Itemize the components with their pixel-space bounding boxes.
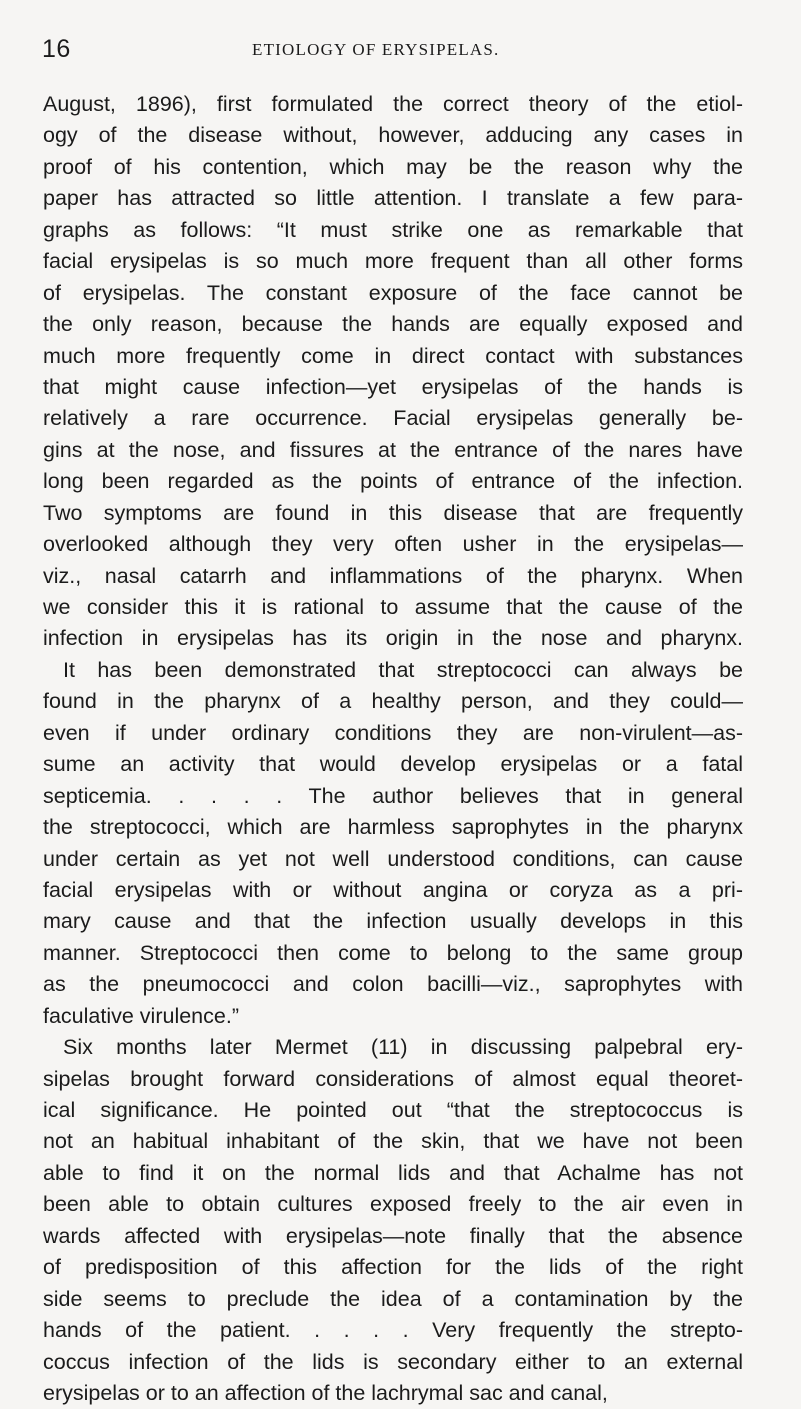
text-line: ogy of the disease without, however, adducing any cases in — [43, 123, 743, 148]
text-line: of predisposition of this affection for the lids of the right — [43, 1255, 743, 1280]
running-title: ETIOLOGY OF ERYSIPELAS. — [252, 40, 500, 59]
text-line: been able to obtain cultures exposed freely to the air even in — [43, 1192, 743, 1217]
running-head — [42, 34, 762, 70]
text-line: wards affected with erysipelas—note finally that the absence — [43, 1223, 743, 1248]
text-line: we consider this it is rational to assume that the cause of the — [43, 595, 743, 619]
text-line: facial erysipelas with or without angina or coryza as a pri- — [43, 877, 743, 902]
text-line: Two symptoms are found in this disease that are frequently — [43, 500, 743, 525]
text-line: coccus infection of the lids is secondary either to an external — [43, 1349, 743, 1374]
text-line: August, 1896), first formulated the correct theory of the etiol- — [43, 92, 743, 116]
text-line: hands of the patient. . . . . Very frequently the strepto- — [43, 1318, 743, 1343]
text-line: facial erysipelas is so much more frequent than all other forms — [43, 249, 743, 274]
text-line: long been regarded as the points of entrance of the infection. — [43, 469, 743, 494]
text-line: sipelas brought forward considerations of almost equal theoret- — [43, 1066, 743, 1091]
text-line: viz., nasal catarrh and inflammations of the pharynx. When — [43, 563, 743, 588]
text-line: ical significance. He pointed out “that the streptococcus is — [43, 1098, 743, 1122]
text-line: under certain as yet not well understood conditions, can cause — [43, 846, 743, 871]
text-line: graphs as follows: “It must strike one as remarkable that — [43, 217, 743, 242]
text-line: It has been demonstrated that streptococci can always be — [63, 657, 743, 682]
text-line: sume an activity that would develop erysipelas or a fatal — [43, 752, 743, 777]
text-line: of erysipelas. The constant exposure of the face cannot be — [43, 280, 743, 305]
text-line: side seems to preclude the idea of a contamination by the — [43, 1286, 743, 1311]
text-line: the streptococci, which are harmless saprophytes in the pharynx — [43, 815, 743, 840]
text-line: that might cause infection—yet erysipelas of the hands is — [43, 374, 743, 399]
text-line: erysipelas or to an affection of the lachrymal sac and canal, — [43, 1380, 608, 1405]
text-line: proof of his contention, which may be the reason why the — [43, 154, 743, 179]
text-line: relatively a rare occurrence. Facial erysipelas generally be- — [43, 406, 743, 431]
text-line: the only reason, because the hands are equally exposed and — [43, 312, 743, 337]
text-line: faculative virulence.” — [43, 1003, 239, 1028]
text-line: Six months later Mermet (11) in discussing palpebral ery- — [63, 1035, 743, 1060]
text-line: much more frequently come in direct contact with substances — [43, 343, 743, 368]
text-line: paper has attracted so little attention. I translate a few para- — [43, 186, 743, 211]
text-line: mary cause and that the infection usually develops in this — [43, 909, 743, 934]
text-line: overlooked although they very often usher in the erysipelas— — [43, 532, 743, 557]
text-line: gins at the nose, and fissures at the entrance of the nares have — [43, 437, 743, 462]
text-line: even if under ordinary conditions they are non-virulent—as- — [43, 720, 743, 745]
text-line: able to find it on the normal lids and that Achalme has not — [43, 1160, 743, 1185]
text-line: septicemia. . . . . The author believes that in general — [43, 783, 743, 808]
text-line: as the pneumococci and colon bacilli—viz., saprophytes with — [43, 972, 743, 997]
text-line: not an habitual inhabitant of the skin, that we have not been — [43, 1129, 743, 1154]
page-number: 16 — [42, 35, 71, 63]
text-line: infection in erysipelas has its origin in the nose and pharynx. — [43, 626, 743, 651]
text-line: found in the pharynx of a healthy person, and they could— — [43, 689, 743, 714]
text-line: manner. Streptococci then come to belong to the same group — [43, 940, 743, 965]
body-text — [43, 89, 743, 1409]
